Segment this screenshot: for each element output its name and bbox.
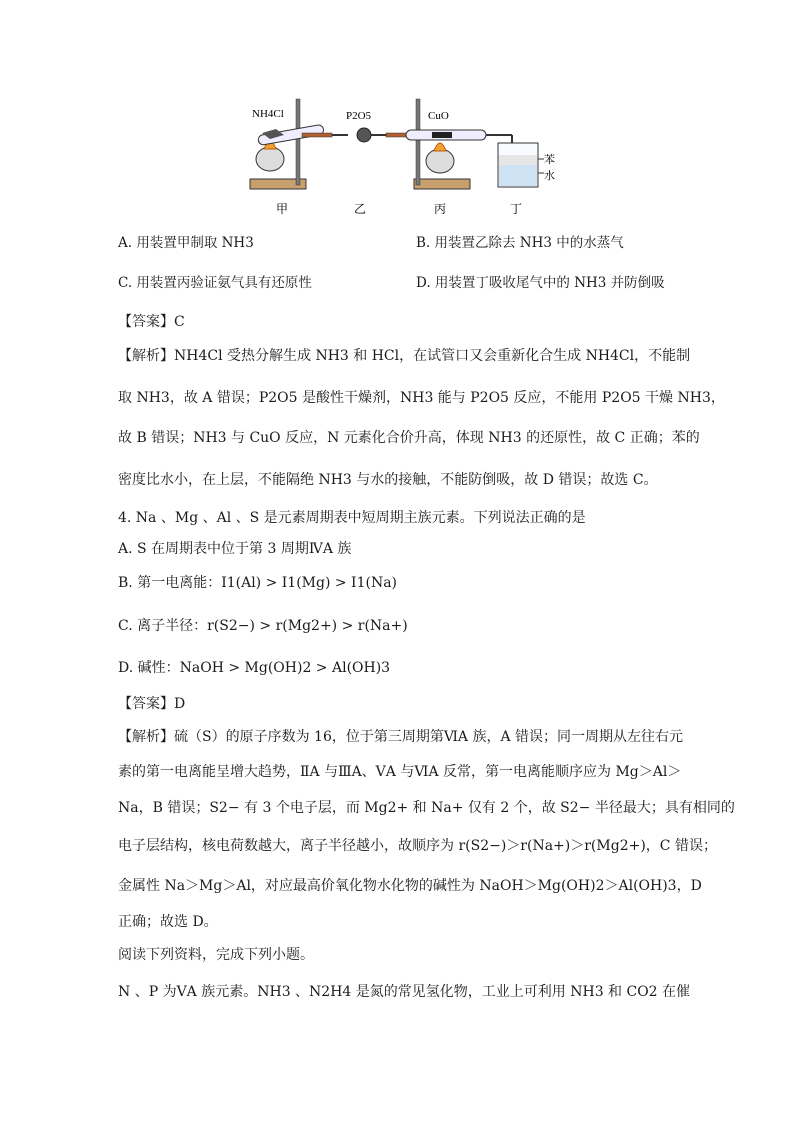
label-jia: 甲 <box>276 202 289 216</box>
q4-option-c: C. 离子半径：r(S2−) > r(Mg2+) > r(Na+) <box>118 618 408 634</box>
q3-option-d: D. 用装置丁吸收尾气中的 NH3 并防倒吸 <box>416 275 665 291</box>
q4-explanation-line: 正确；故选 D。 <box>118 914 218 930</box>
label-bing: 丙 <box>434 202 447 216</box>
q3-option-b: B. 用装置乙除去 NH3 中的水蒸气 <box>416 235 624 251</box>
q3-option-a: A. 用装置甲制取 NH3 <box>118 235 254 251</box>
q4-stem: 4. Na 、Mg 、Al 、S 是元素周期表中短周期主族元素。下列说法正确的是 <box>118 510 586 526</box>
q3-answer: 【答案】C <box>118 314 185 330</box>
label-cuo: CuO <box>428 110 449 122</box>
q4-explanation-line: 素的第一电离能呈增大趋势，ⅡA 与ⅢA、ⅤA 与ⅥA 反常，第一电离能顺序应为 Mg＞Al＞ <box>118 764 682 780</box>
q4-explanation-line: 【解析】硫（S）的原子序数为 16，位于第三周期第ⅥA 族，A 错误；同一周期从左往右元 <box>118 729 684 745</box>
q4-option-b: B. 第一电离能：I1(Al) > I1(Mg) > I1(Na) <box>118 575 398 591</box>
reading-text: N 、P 为ⅤA 族元素。NH3 、N2H4 是氮的常见氢化物，工业上可利用 NH3 和 CO2 在催 <box>118 984 691 1000</box>
label-yi: 乙 <box>354 202 367 216</box>
q4-option-a: A. S 在周期表中位于第 3 周期ⅣA 族 <box>118 541 352 557</box>
q3-explanation-line: 故 B 错误；NH3 与 CuO 反应，N 元素化合价升高，体现 NH3 的还原性，故 C 正确；苯的 <box>118 430 700 446</box>
label-benzene: 苯 <box>544 153 555 166</box>
label-ding: 丁 <box>510 202 523 216</box>
q3-explanation-line: 取 NH3，故 A 错误；P2O5 是酸性干燥剂，NH3 能与 P2O5 反应，不能用 P2O5 干燥 NH3， <box>118 390 725 406</box>
q3-explanation-line: 密度比水小，在上层，不能隔绝 NH3 与水的接触，不能防倒吸，故 D 错误；故选 C。 <box>118 472 658 488</box>
q4-answer: 【答案】D <box>118 696 186 712</box>
q4-option-d: D. 碱性：NaOH > Mg(OH)2 > Al(OH)3 <box>118 660 391 676</box>
q4-explanation-line: 金属性 Na＞Mg＞Al，对应最高价氧化物水化物的碱性为 NaOH＞Mg(OH)2＞Al(OH)3，D <box>118 878 702 894</box>
q4-explanation-line: Na，B 错误；S2− 有 3 个电子层，而 Mg2+ 和 Na+ 仅有 2 个，故 S2− 半径最大；具有相同的 <box>118 800 735 816</box>
q4-explanation-line: 电子层结构，核电荷数越大，离子半径越小，故顺序为 r(S2−)＞r(Na+)＞r(Mg2+)，C 错误； <box>118 838 717 854</box>
reading-intro: 阅读下列资料，完成下列小题。 <box>118 947 314 963</box>
label-water: 水 <box>544 169 555 182</box>
apparatus-figure <box>236 97 576 221</box>
q3-option-c: C. 用装置丙验证氨气具有还原性 <box>118 275 312 291</box>
label-p2o5: P2O5 <box>346 110 372 122</box>
label-nh4cl: NH4Cl <box>252 108 284 120</box>
q3-explanation-line: 【解析】NH4Cl 受热分解生成 NH3 和 HCl，在试管口又会重新化合生成 NH4Cl，不能制 <box>118 348 691 364</box>
